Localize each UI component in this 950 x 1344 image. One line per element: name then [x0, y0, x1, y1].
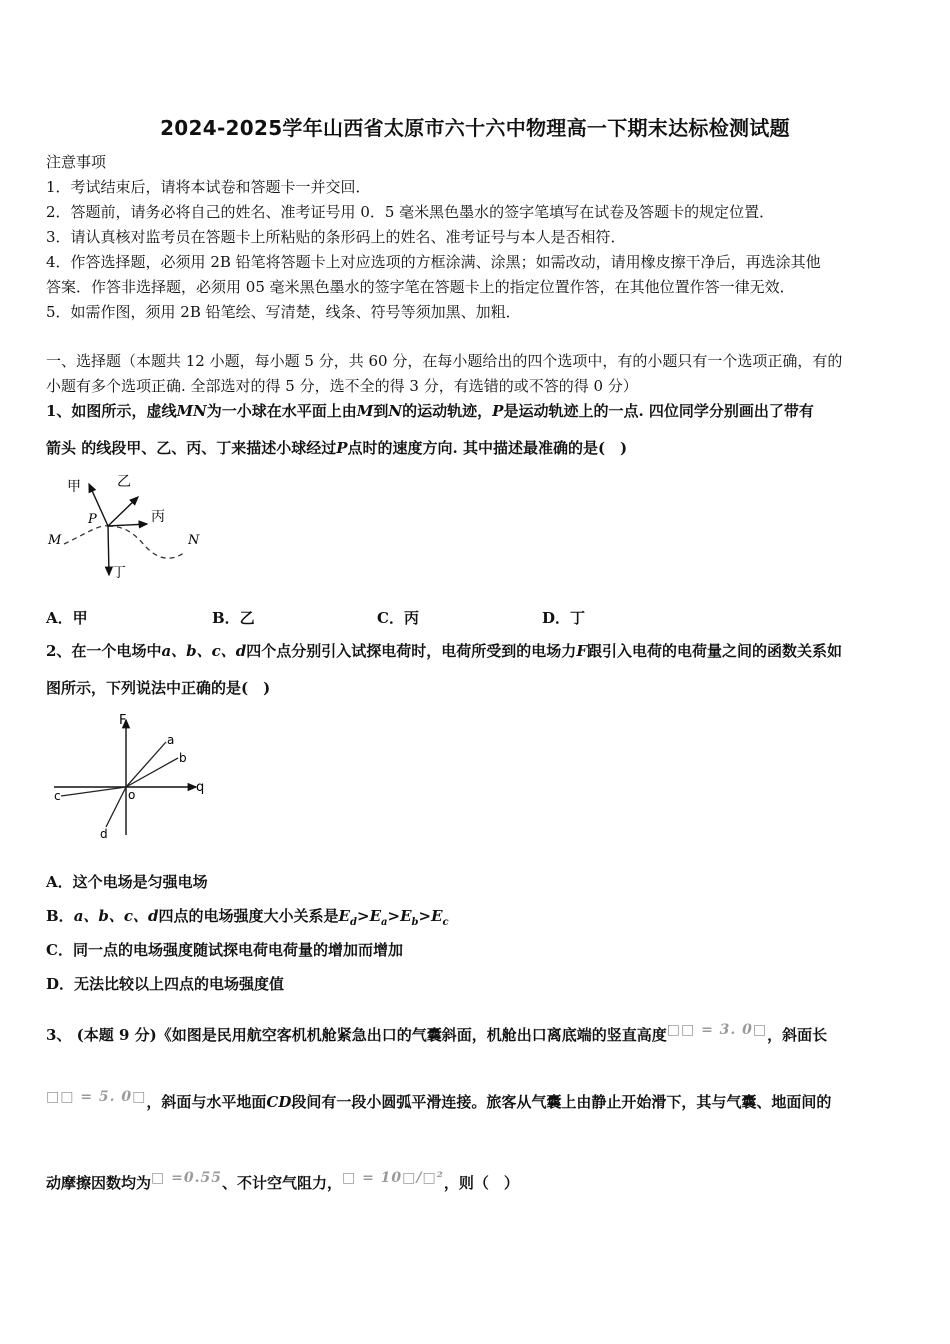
- notice-item: 3．请认真核对监考员在答题卡上所粘贴的条形码上的姓名、准考证号与本人是否相符．: [46, 228, 626, 246]
- arrow-bing: [108, 524, 147, 526]
- notice-item: 4．作答选择题，必须用 2B 铅笔将答题卡上对应选项的方框涂满、涂黑；如需改动，请用橡皮擦干净后，再选涂其他: [46, 253, 821, 271]
- notice-item: 答案．作答非选择题，必须用 05 毫米黑色墨水的签字笔在答题卡上的指定位置作答，在其他位置作答一律无效．: [46, 278, 795, 296]
- label-ding: 丁: [112, 565, 126, 581]
- arrow-yi: [108, 497, 138, 526]
- question-1-option-c[interactable]: C．丙: [377, 609, 419, 627]
- line-d: [106, 787, 126, 827]
- label-a: a: [167, 733, 175, 747]
- question-1-stem: 1、如图所示，虚线MN为一小球在水平面上由M到N的运动轨迹，P是运动轨迹上的一点. 四位同学分别画出了带有: [46, 402, 814, 420]
- question-2-stem: 2、在一个电场中a、b、c、d四个点分别引入试探电荷时，电荷所受到的电场力F跟引入电荷的电荷量之间的函数关系如: [46, 642, 842, 660]
- trajectory-curve: [64, 526, 108, 544]
- label-M: M: [48, 533, 62, 548]
- line-b: [126, 758, 178, 787]
- label-jia: 甲: [67, 479, 81, 495]
- question-2-stem-line2: 图所示，下列说法中正确的是( ): [46, 679, 271, 697]
- label-P: P: [88, 512, 97, 527]
- section-instructions: 一、选择题（本题共 12 小题，每小题 5 分，共 60 分，在每小题给出的四个选项中，有的小题只有一个选项正确，有的: [46, 352, 843, 370]
- label-o: o: [128, 788, 136, 802]
- question-2-option-c[interactable]: C．同一点的电场强度随试探电荷电荷量的增加而增加: [46, 941, 403, 959]
- notice-item: 2．答题前，请务必将自己的姓名、准考证号用 0．5 毫米黑色墨水的签字笔填写在试卷及答题卡的规定位置．: [46, 203, 775, 221]
- question-3-stem: 3、 (本题 9 分)《如图是民用航空客机机舱紧急出口的气囊斜面，机舱出口离底端的竖直高度□□ = 3. 0□，斜面长: [46, 1022, 828, 1044]
- label-d: d: [100, 827, 108, 841]
- question-2-figure: [46, 710, 216, 845]
- label-b: b: [179, 751, 187, 765]
- question-2-option-b[interactable]: B．a、b、c、d四点的电场强度大小关系是$E_d>E_a>E_b>E_c$: [46, 907, 449, 928]
- label-q: q: [196, 780, 205, 795]
- question-3-stem-line2: □□ = 5. 0□，斜面与水平地面CD段间有一段小圆弧平滑连接。旅客从气囊上由静止开始滑下，其与气囊、地面间的: [46, 1089, 832, 1111]
- line-a: [126, 742, 166, 787]
- label-bing: 丙: [151, 509, 165, 525]
- question-1-option-b[interactable]: B．乙: [212, 609, 255, 627]
- question-1-option-d[interactable]: D．丁: [542, 609, 586, 627]
- trajectory-curve: [108, 526, 185, 558]
- notice-item: 1．考试结束后，请将本试卷和答题卡一并交回．: [46, 178, 371, 196]
- label-c: c: [54, 789, 61, 803]
- page-title: 2024-2025学年山西省太原市六十六中物理高一下期末达标检测试题: [160, 116, 790, 140]
- question-1-stem-line2: 箭头 的线段甲、乙、丙、丁来描述小球经过P点时的速度方向. 其中描述最准确的是( ): [46, 439, 628, 457]
- notice-heading: 注意事项: [46, 153, 107, 171]
- equation-image: □□ = 5. 0□: [46, 1089, 147, 1105]
- label-F: F: [119, 713, 127, 728]
- equation-image: □ =0.55: [151, 1170, 222, 1186]
- equation-image: □□ = 3. 0□: [666, 1022, 768, 1038]
- notice-item: 5．如需作图，须用 2B 铅笔绘、写清楚，线条、符号等须加黑、加粗．: [46, 303, 521, 321]
- arrow-ding: [108, 526, 109, 575]
- label-N: N: [188, 533, 200, 548]
- question-2-option-a[interactable]: A．这个电场是匀强电场: [46, 873, 208, 891]
- label-yi: 乙: [117, 474, 131, 490]
- equation-image: □ = 10□/□²: [341, 1170, 444, 1186]
- line-c: [61, 787, 126, 796]
- question-1-figure: [40, 468, 220, 586]
- question-1-option-a[interactable]: A．甲: [46, 609, 88, 627]
- question-2-option-d[interactable]: D．无法比较以上四点的电场强度值: [46, 975, 285, 993]
- question-3-stem-line3: 动摩擦因数均为□ =0.55、不计空气阻力，□ = 10□/□²，则（ ）: [46, 1170, 519, 1192]
- section-instructions: 小题有多个选项正确. 全部选对的得 5 分，选不全的得 3 分，有选错的或不答的得 0 分）: [46, 377, 638, 395]
